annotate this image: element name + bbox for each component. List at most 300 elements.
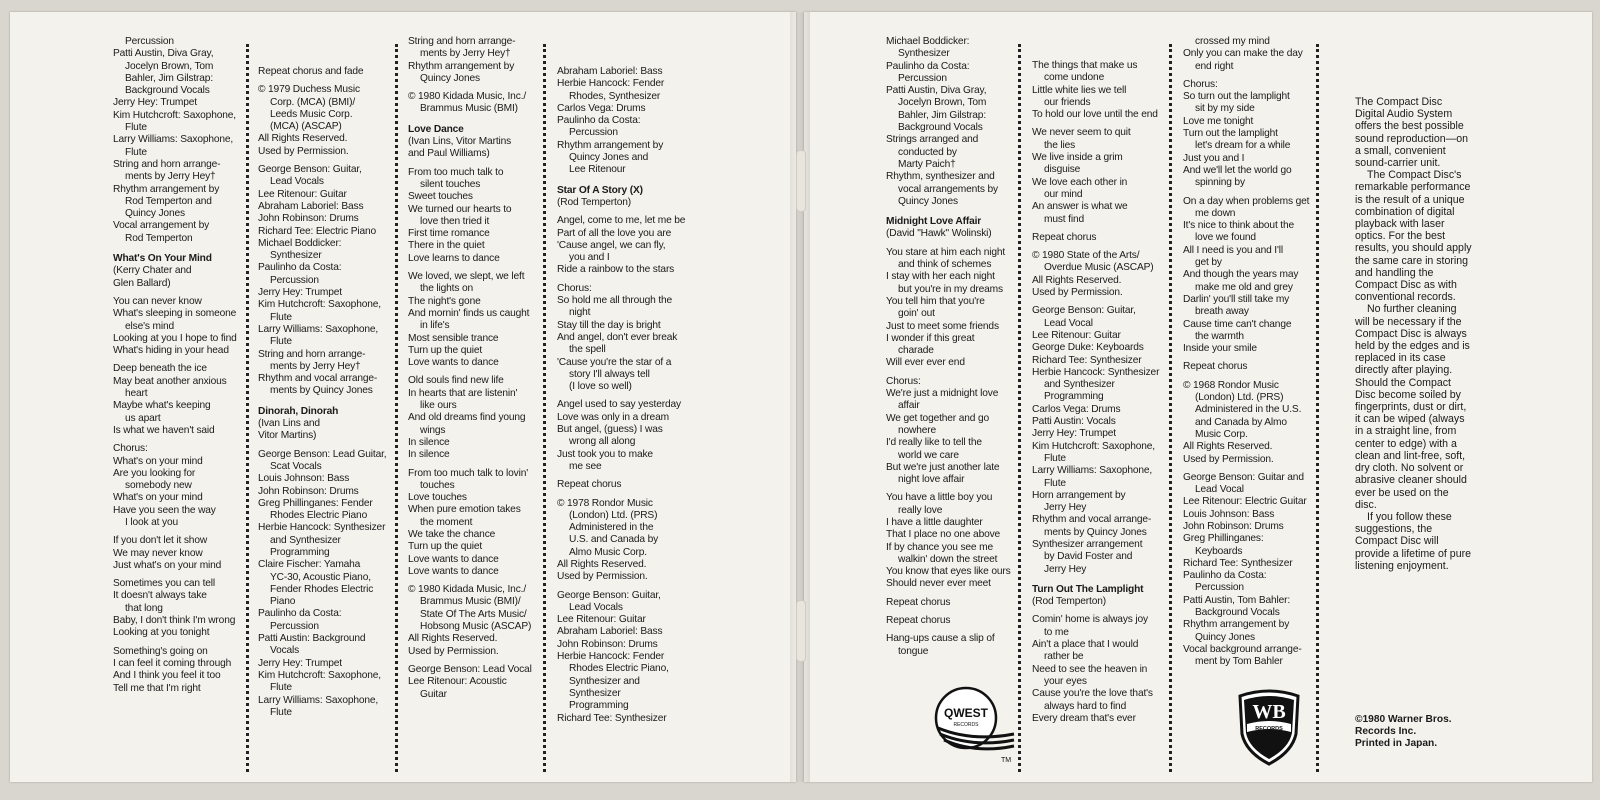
text-line: George Benson: Guitar and bbox=[1183, 471, 1304, 483]
text-line: really love bbox=[898, 504, 943, 516]
text-line: Flute bbox=[1044, 452, 1066, 464]
text-line: Herbie Hancock: Fender bbox=[557, 651, 665, 663]
text-line: Ain't a place that I would bbox=[1032, 639, 1139, 651]
text-line: ments by Jerry Hey† bbox=[125, 171, 216, 183]
text-line: story I'll always tell bbox=[569, 368, 650, 380]
text-line: Chorus: bbox=[1183, 78, 1218, 90]
text-line: Flute bbox=[1044, 477, 1066, 489]
text-line: Herbie Hancock: Synthesizer bbox=[258, 522, 386, 534]
text-line: Tell me that I'm right bbox=[113, 682, 201, 694]
text-line: Should never ever meet bbox=[886, 578, 991, 590]
text-line: Lee Ritenour: Guitar bbox=[557, 614, 646, 626]
text-line: (David "Hawk" Wolinski) bbox=[886, 228, 992, 240]
text-line: Jerry Hey bbox=[1044, 563, 1087, 575]
text-line: First time romance bbox=[408, 228, 490, 240]
text-line: And we'll let the world go bbox=[1183, 164, 1292, 176]
text-line: the lies bbox=[1044, 139, 1076, 151]
text-line: Strings arranged and bbox=[886, 134, 979, 146]
text-line: goin' out bbox=[898, 308, 935, 320]
text-line: George Benson: Lead Vocal bbox=[408, 663, 532, 675]
text-line: Background Vocals bbox=[1195, 607, 1280, 619]
text-line: Rhythm, synthesizer and bbox=[886, 171, 995, 183]
dotted-divider bbox=[246, 44, 249, 772]
text-line: (Ivan Lins and bbox=[258, 418, 320, 430]
text-line: Carlos Vega: Drums bbox=[557, 102, 646, 114]
text-line: Just what's on your mind bbox=[113, 559, 222, 571]
text-line: Little white lies we tell bbox=[1032, 84, 1127, 96]
text-line: Quincy Jones and bbox=[569, 152, 649, 164]
text-line: (I love so well) bbox=[569, 381, 632, 393]
text-line: Ride a rainbow to the stars bbox=[557, 264, 675, 276]
text-line: You tell him that you're bbox=[886, 295, 985, 307]
text-line: Chorus: bbox=[113, 443, 148, 455]
text-line: Just took you to make bbox=[557, 448, 653, 460]
text-line: Are you looking for bbox=[113, 467, 196, 479]
text-line: Flute bbox=[125, 122, 147, 134]
text-line: George Benson: Guitar, bbox=[1032, 305, 1136, 317]
text-line: walkin' down the street bbox=[898, 553, 998, 565]
text-line: Flute bbox=[125, 146, 147, 158]
text-line: like ours bbox=[420, 400, 457, 412]
text-line: What's on your mind bbox=[113, 492, 203, 504]
text-line: Love wants to dance bbox=[408, 553, 499, 565]
text-line: Vitor Martins) bbox=[258, 430, 317, 442]
text-line: Keyboards bbox=[1195, 545, 1243, 557]
left-column-4 bbox=[557, 36, 702, 766]
text-line: Turn out the lamplight bbox=[1183, 128, 1278, 140]
text-line: Hang-ups cause a slip of bbox=[886, 633, 995, 645]
text-line: (London) Ltd. (PRS) bbox=[569, 509, 658, 521]
text-line: State Of The Arts Music/ bbox=[420, 608, 527, 620]
text-line: Guitar bbox=[420, 688, 447, 700]
text-line: and think of schemes bbox=[898, 259, 992, 271]
text-line: If by chance you see me bbox=[886, 541, 993, 553]
text-line: Percussion bbox=[125, 36, 174, 47]
text-line: Vocals bbox=[270, 645, 300, 657]
text-line: And mornin' finds us caught bbox=[408, 307, 530, 319]
text-line: John Robinson: Drums bbox=[557, 638, 658, 650]
text-line: George Benson: Guitar, bbox=[557, 589, 661, 601]
text-line: Sometimes you can tell bbox=[113, 578, 216, 590]
copyright-line: Records Inc. bbox=[1355, 726, 1417, 738]
text-line: that long bbox=[125, 602, 163, 614]
text-line: Overdue Music (ASCAP) bbox=[1044, 262, 1154, 274]
text-line: Quincy Jones bbox=[898, 195, 958, 207]
blurb-paragraph: If you follow these suggestions, the Compact Disc will provide a lifetime of pure listening enjoyment. bbox=[1355, 510, 1472, 572]
text-line: Bahler, Jim Gilstrap: bbox=[125, 72, 213, 84]
text-line: Vocal background arrange- bbox=[1183, 643, 1302, 655]
text-line: © 1968 Rondor Music bbox=[1183, 379, 1279, 391]
text-line: Almo Music Corp. bbox=[569, 546, 647, 558]
text-line: Turn up the quiet bbox=[408, 541, 483, 553]
compact-disc-care-notice bbox=[1355, 96, 1473, 572]
text-line: but you're in my dreams bbox=[898, 283, 1003, 295]
text-line: Maybe what's keeping bbox=[113, 400, 211, 412]
text-line: I can feel it coming through bbox=[113, 657, 232, 669]
text-line: Patti Austin: Background bbox=[258, 633, 366, 645]
text-line: me see bbox=[569, 460, 602, 472]
text-line: Richard Tee: Electric Piano bbox=[258, 225, 377, 237]
trademark-mark: TM bbox=[1000, 757, 1012, 764]
text-line: Lead Vocals bbox=[270, 176, 324, 188]
text-line: All Rights Reserved. bbox=[1183, 441, 1273, 453]
text-line: Carlos Vega: Drums bbox=[1032, 403, 1121, 415]
text-line: Kim Hutchcroft: Saxophone, bbox=[113, 109, 236, 121]
text-line: We may never know bbox=[113, 547, 203, 559]
text-line: ments by Quincy Jones bbox=[1044, 526, 1147, 538]
text-line: Larry Williams: Saxophone, bbox=[258, 694, 379, 706]
text-line: charade bbox=[898, 345, 934, 357]
text-line: Used by Permission. bbox=[1183, 453, 1274, 465]
text-line: Love learns to dance bbox=[408, 252, 500, 264]
text-line: And old dreams find young bbox=[408, 412, 526, 424]
text-line: George Duke: Keyboards bbox=[1032, 342, 1144, 354]
text-line: All Rights Reserved. bbox=[1032, 274, 1122, 286]
text-line: All Rights Reserved. bbox=[408, 633, 498, 645]
text-line: make me old and grey bbox=[1195, 281, 1293, 293]
text-line: Background Vocals bbox=[898, 122, 983, 134]
text-line: Larry Williams: Saxophone, bbox=[1032, 465, 1153, 477]
text-line: We never seem to quit bbox=[1032, 127, 1131, 139]
text-line: String and horn arrange- bbox=[113, 158, 221, 170]
text-line: ment by Tom Bahler bbox=[1195, 656, 1283, 668]
text-line: Fender Rhodes Electric bbox=[270, 583, 374, 595]
text-line: © 1979 Duchess Music bbox=[258, 84, 360, 96]
blurb-paragraph: The Compact Disc's remarkable performance is the result of a unique combination of digital playback with laser optics. For the best results, you should apply the same care in storing and handling the Compact Disc as with conventional records. bbox=[1355, 169, 1472, 304]
text-line: Herbie Hancock: Fender bbox=[557, 78, 665, 90]
text-line: Rhodes Electric Piano bbox=[270, 510, 368, 522]
line-gap bbox=[1032, 576, 1172, 582]
dotted-divider bbox=[543, 44, 546, 772]
text-line: String and horn arrange- bbox=[408, 36, 516, 47]
text-line: Angel, come to me, let me be bbox=[557, 215, 686, 227]
text-line: Lee Ritenour: Guitar bbox=[1032, 329, 1121, 341]
text-line: Flute bbox=[270, 682, 292, 694]
text-line: You stare at him each night bbox=[886, 246, 1006, 258]
line-gap bbox=[113, 245, 251, 251]
text-line: Rod Temperton bbox=[125, 232, 193, 244]
text-line: the moment bbox=[420, 516, 473, 528]
text-line: Horn arrangement by bbox=[1032, 489, 1126, 501]
text-line: and Paul Williams) bbox=[408, 148, 490, 160]
text-line: Old souls find new life bbox=[408, 375, 504, 387]
blurb-paragraph: No further cleaning will be necessary if the Compact Disc is always held by the edges and is replaced in its case directly after playing. Should the Compact Disc become soiled by fingerprints, dust or dirt, it can be wiped (always in a straight line, from center to edge) with a clean and lint-free, soft, dry cloth. No solvent or abrasive cleaner should ever be used on the disc. bbox=[1355, 303, 1470, 511]
text-line: (Rod Temperton) bbox=[1032, 596, 1107, 608]
text-line: Comin' home is always joy bbox=[1032, 614, 1148, 626]
text-line: Patti Austin, Diva Gray, bbox=[886, 85, 987, 97]
text-line: I have a little daughter bbox=[886, 516, 983, 528]
text-line: silent touches bbox=[420, 178, 481, 190]
text-line: So hold me all through the bbox=[557, 295, 673, 307]
text-line: Patti Austin, Diva Gray, bbox=[113, 48, 214, 60]
text-line: Abraham Laboriel: Bass bbox=[258, 200, 364, 212]
text-line: That I place no one above bbox=[886, 529, 1001, 541]
text-line: Turn up the quiet bbox=[408, 344, 483, 356]
text-line: Angel used to say yesterday bbox=[557, 399, 681, 411]
text-line: Programming bbox=[569, 700, 629, 712]
song-title: Star Of A Story (X) bbox=[557, 184, 643, 196]
text-line: vocal arrangements by bbox=[898, 183, 998, 195]
text-line: Kim Hutchcroft: Saxophone, bbox=[1032, 440, 1155, 452]
text-line: Will ever ever end bbox=[886, 357, 965, 369]
text-line: Claire Fischer: Yamaha bbox=[258, 559, 361, 571]
text-line: I look at you bbox=[125, 516, 178, 528]
text-line: © 1980 State of the Arts/ bbox=[1032, 250, 1140, 262]
text-line: Most sensible trance bbox=[408, 332, 499, 344]
text-line: Need to see the heaven in bbox=[1032, 663, 1148, 675]
song-title: Love Dance bbox=[408, 123, 464, 135]
text-line: sit by my side bbox=[1195, 103, 1255, 115]
text-line: Have you seen the way bbox=[113, 504, 216, 516]
text-line: always hard to find bbox=[1044, 700, 1127, 712]
text-line: Larry Williams: Saxophone, bbox=[113, 134, 234, 146]
text-line: In hearts that are listenin' bbox=[408, 387, 518, 399]
copyright-notice bbox=[1355, 714, 1495, 751]
text-line: Abraham Laboriel: Bass bbox=[557, 66, 663, 77]
text-line: Marty Paich† bbox=[898, 158, 956, 170]
text-line: Used by Permission. bbox=[408, 645, 499, 657]
text-line: From too much talk to bbox=[408, 166, 504, 178]
text-line: to me bbox=[1044, 626, 1069, 638]
text-line: YC-30, Acoustic Piano, bbox=[270, 571, 371, 583]
text-line: breath away bbox=[1195, 306, 1249, 318]
text-line: You can never know bbox=[113, 295, 202, 307]
text-line: The things that make us bbox=[1032, 60, 1138, 71]
text-line: Programming bbox=[1044, 391, 1104, 403]
right-column-3 bbox=[1183, 36, 1323, 766]
text-line: Love wants to dance bbox=[408, 357, 499, 369]
text-line: Rhythm and vocal arrange- bbox=[258, 373, 378, 385]
text-line: night bbox=[569, 307, 591, 319]
text-line: And though the years may bbox=[1183, 269, 1299, 281]
text-line: Brammus Music (BMI) bbox=[420, 103, 518, 115]
text-line: Background Vocals bbox=[125, 85, 210, 97]
text-line: (Rod Temperton) bbox=[557, 196, 632, 208]
dotted-divider bbox=[395, 44, 398, 772]
text-line: Used by Permission. bbox=[258, 145, 349, 157]
wb-logo-subtext: RECORDS bbox=[1255, 726, 1283, 732]
dotted-divider bbox=[1316, 44, 1319, 772]
text-line: Lead Vocal bbox=[1044, 317, 1093, 329]
text-line: Used by Permission. bbox=[557, 571, 648, 583]
copyright-line: Printed in Japan. bbox=[1355, 738, 1438, 750]
text-line: It doesn't always take bbox=[113, 590, 207, 602]
text-line: So turn out the lamplight bbox=[1183, 91, 1290, 103]
text-line: Flute bbox=[270, 706, 292, 718]
text-line: To hold our love until the end bbox=[1032, 109, 1158, 121]
text-line: Corp. (MCA) (BMI)/ bbox=[270, 96, 356, 108]
text-line: let's dream for a while bbox=[1195, 140, 1291, 152]
text-line: come undone bbox=[1044, 72, 1105, 84]
text-line: © 1980 Kidada Music, Inc./ bbox=[408, 91, 526, 103]
text-line: From too much talk to lovin' bbox=[408, 467, 529, 479]
text-line: rather be bbox=[1044, 651, 1084, 663]
song-title: Midnight Love Affair bbox=[886, 216, 982, 228]
text-line: © 1980 Kidada Music, Inc./ bbox=[408, 584, 526, 596]
text-line: Love me tonight bbox=[1183, 115, 1254, 127]
text-line: conducted by bbox=[898, 146, 957, 158]
text-line: Lee Ritenour: Guitar bbox=[258, 188, 347, 200]
text-line: We live inside a grim bbox=[1032, 152, 1123, 164]
text-line: somebody new bbox=[125, 480, 192, 492]
text-line: And angel, don't ever break bbox=[557, 331, 678, 343]
text-line: There in the quiet bbox=[408, 240, 485, 252]
text-line: us apart bbox=[125, 412, 161, 424]
text-line: An answer is what we bbox=[1032, 201, 1128, 213]
line-gap bbox=[886, 208, 1024, 214]
text-line: Baby, I don't think I'm wrong bbox=[113, 615, 236, 627]
text-line: you and I bbox=[569, 252, 610, 264]
text-line: night love affair bbox=[898, 474, 965, 486]
text-line: Looking at you I hope to find bbox=[113, 332, 237, 344]
text-line: Paulinho da Costa: bbox=[886, 60, 970, 72]
text-line: Paulinho da Costa: bbox=[557, 115, 641, 127]
text-line: The night's gone bbox=[408, 295, 481, 307]
blurb-paragraph: The Compact Disc Digital Audio System offers the best possible sound reproduction—on a small, convenient sound-carrier unit. bbox=[1355, 96, 1469, 170]
text-line: We loved, we slept, we left bbox=[408, 271, 525, 283]
text-line: Repeat chorus and fade bbox=[258, 66, 364, 77]
text-line: On a day when problems get bbox=[1183, 195, 1310, 207]
text-line: Richard Tee: Synthesizer bbox=[1032, 354, 1142, 366]
left-column-1 bbox=[113, 36, 251, 766]
text-line: and Synthesizer bbox=[270, 534, 341, 546]
text-line: If you don't let it show bbox=[113, 535, 208, 547]
text-line: wrong all along bbox=[569, 436, 636, 448]
text-line: Administered in the U.S. bbox=[1195, 404, 1302, 416]
text-line: Paulinho da Costa: bbox=[258, 262, 342, 274]
text-line: Synthesizer bbox=[569, 687, 621, 699]
song-title: Turn Out The Lamplight bbox=[1032, 583, 1144, 595]
song-title: Dinorah, Dinorah bbox=[258, 405, 339, 417]
text-line: U.S. and Canada by bbox=[569, 534, 659, 546]
dotted-divider bbox=[1018, 44, 1021, 772]
text-line: Michael Boddicker: bbox=[258, 237, 342, 249]
right-column-1 bbox=[886, 36, 1024, 766]
text-line: Looking at you tonight bbox=[113, 627, 210, 639]
text-line: When pure emotion takes bbox=[408, 504, 521, 516]
text-line: Synthesizer bbox=[898, 48, 950, 60]
text-line: What's hiding in your head bbox=[113, 345, 229, 357]
text-line: disguise bbox=[1044, 164, 1081, 176]
text-line: Lead Vocal bbox=[1195, 484, 1244, 496]
text-line: Rhythm and vocal arrange- bbox=[1032, 514, 1152, 526]
text-line: else's mind bbox=[125, 320, 174, 332]
text-line: We get together and go bbox=[886, 412, 989, 424]
text-line: and Synthesizer bbox=[1044, 379, 1115, 391]
text-line: the spell bbox=[569, 344, 606, 356]
text-line: Just you and I bbox=[1183, 152, 1245, 164]
text-line: Lead Vocals bbox=[569, 601, 623, 613]
text-line: Greg Phillinganes: bbox=[1183, 533, 1264, 545]
text-line: Repeat chorus bbox=[557, 479, 622, 491]
text-line: String and horn arrange- bbox=[258, 348, 366, 360]
text-line: Chorus: bbox=[557, 282, 592, 294]
text-line: George Benson: Lead Guitar, bbox=[258, 448, 387, 460]
text-line: affair bbox=[898, 400, 920, 412]
text-line: must find bbox=[1044, 213, 1084, 225]
text-line: Synthesizer arrangement bbox=[1032, 538, 1143, 550]
text-line: Rhythm arrangement by bbox=[557, 139, 664, 151]
text-line: Richard Tee: Synthesizer bbox=[1183, 557, 1293, 569]
staple-mark bbox=[796, 600, 806, 662]
text-line: Cause time can't change bbox=[1183, 318, 1292, 330]
text-line: Love touches bbox=[408, 492, 467, 504]
text-line: Patti Austin, Tom Bahler: bbox=[1183, 594, 1291, 606]
text-line: Love wants to dance bbox=[408, 565, 499, 577]
text-line: by David Foster and bbox=[1044, 551, 1133, 563]
text-line: Percussion bbox=[1195, 582, 1244, 594]
text-line: Rod Temperton and bbox=[125, 195, 212, 207]
text-line: Repeat chorus bbox=[1032, 231, 1097, 243]
text-line: What's sleeping in someone bbox=[113, 308, 237, 320]
text-line: Programming bbox=[270, 546, 330, 558]
text-line: Jerry Hey: Trumpet bbox=[258, 287, 342, 299]
text-line: Brammus Music (BMI)/ bbox=[420, 596, 521, 608]
text-line: Vocal arrangement by bbox=[113, 220, 210, 232]
qwest-logo-subtext: RECORDS bbox=[953, 722, 979, 728]
text-line: Repeat chorus bbox=[1183, 361, 1248, 373]
text-line: Percussion bbox=[270, 620, 319, 632]
text-line: end right bbox=[1195, 60, 1234, 72]
text-line: me down bbox=[1195, 207, 1236, 219]
text-line: I wonder if this great bbox=[886, 332, 975, 344]
text-line: Glen Ballard) bbox=[113, 277, 171, 289]
text-line: Administered in the bbox=[569, 522, 654, 534]
text-line: Inside your smile bbox=[1183, 343, 1257, 355]
text-line: and Canada by Almo bbox=[1195, 416, 1287, 428]
text-line: Jocelyn Brown, Tom bbox=[125, 60, 214, 72]
text-line: Paulinho da Costa: bbox=[1183, 570, 1267, 582]
text-line: John Robinson: Drums bbox=[258, 213, 359, 225]
wb-logo-text: WB bbox=[1252, 701, 1286, 723]
staple-mark bbox=[796, 150, 806, 212]
qwest-records-logo bbox=[932, 684, 1016, 766]
text-line: John Robinson: Drums bbox=[258, 485, 359, 497]
text-line: love then tried it bbox=[420, 215, 490, 227]
text-line: Rhythm arrangement by bbox=[1183, 619, 1290, 631]
left-page bbox=[10, 12, 796, 782]
text-line: You know that eyes like ours bbox=[886, 566, 1011, 578]
text-line: Synthesizer bbox=[270, 250, 322, 262]
text-line: Music Corp. bbox=[1195, 428, 1248, 440]
text-line: Just to meet some friends bbox=[886, 320, 999, 332]
text-line: ments by Jerry Hey† bbox=[420, 48, 511, 60]
text-line: Richard Tee: Synthesizer bbox=[557, 712, 667, 724]
text-line: Jerry Hey: Trumpet bbox=[113, 97, 197, 109]
text-line: But angel, (guess) I was bbox=[557, 424, 663, 436]
text-line: (Ivan Lins, Vitor Martins bbox=[408, 136, 512, 148]
text-line: All Rights Reserved. bbox=[258, 133, 348, 145]
text-line: What's on your mind bbox=[113, 455, 203, 467]
text-line: love we found bbox=[1195, 232, 1256, 244]
text-line: Jocelyn Brown, Tom bbox=[898, 97, 987, 109]
text-line: Is what we haven't said bbox=[113, 424, 215, 436]
text-line: John Robinson: Drums bbox=[1183, 520, 1284, 532]
text-line: in life's bbox=[420, 320, 450, 332]
text-line: Quincy Jones bbox=[125, 208, 185, 220]
text-line: Bahler, Jim Gilstrap: bbox=[898, 109, 986, 121]
text-line: You have a little boy you bbox=[886, 492, 993, 504]
text-line: Michael Boddicker: bbox=[886, 36, 970, 47]
text-line: heart bbox=[125, 388, 148, 400]
text-line: Synthesizer and bbox=[569, 675, 640, 687]
text-line: (Kerry Chater and bbox=[113, 265, 192, 277]
text-line: ments by Jerry Hey† bbox=[270, 360, 361, 372]
text-line: Something's going on bbox=[113, 645, 208, 657]
text-line: Flute bbox=[270, 336, 292, 348]
text-line: the warmth bbox=[1195, 330, 1244, 342]
text-line: Flute bbox=[270, 311, 292, 323]
